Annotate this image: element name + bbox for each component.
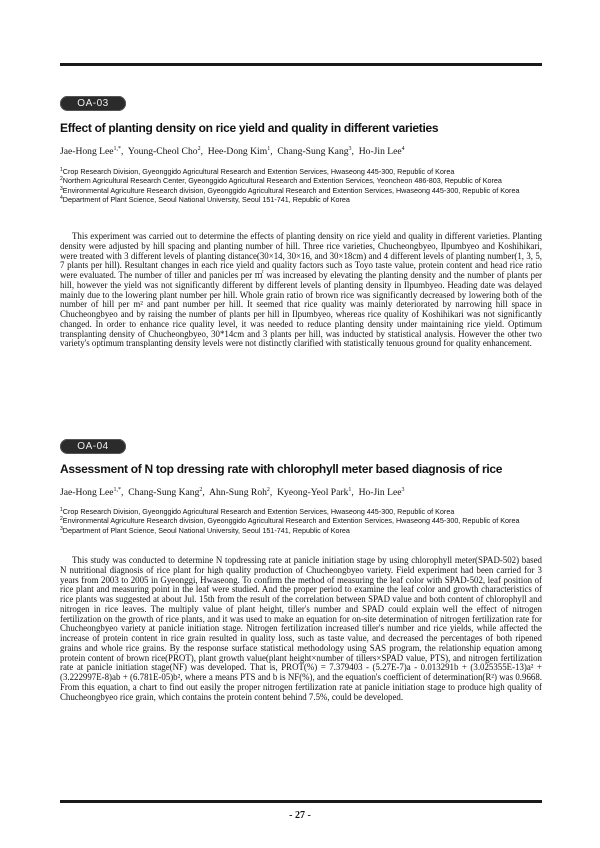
- author-name: Ho-Jin Lee: [358, 146, 402, 157]
- author-list: Jae-Hong Lee$^{1,*}$, Young-Cheol Cho$^2$, Hee-Dong Kim$^1$, Chang-Sung Kang$^3$, Ho-Jin Lee$^4$: [60, 146, 405, 157]
- author-name: Jae-Hong Lee: [60, 146, 114, 157]
- top-rule: [60, 63, 542, 66]
- author-list: Jae-Hong Lee$^{1,*}$, Chang-Sung Kang$^2$, Ahn-Sung Roh$^2$, Kyeong-Yeol Park$^1$, Ho-Jin Lee$^3$: [60, 487, 405, 498]
- affiliation: $^2$Northern Agricultural Research Center, Gyeonggido Agricultural Research and Extention Services, Yeoncheon 486-803, Republic of Korea: [60, 176, 502, 186]
- author-name: Ahn-Sung Roh: [209, 487, 267, 498]
- author-affil-sup: 2: [197, 146, 201, 152]
- author-name: Hee-Dong Kim: [207, 146, 268, 157]
- author-affil-sup: 1: [267, 146, 271, 152]
- affiliation: $^3$Department of Plant Science, Seoul National University, Seoul 151-741, Republic of Korea: [60, 525, 350, 535]
- affiliation-list: [60, 507, 542, 535]
- paper-code-badge: OA-03: [60, 96, 126, 111]
- author-name: Jae-Hong Lee: [60, 487, 114, 498]
- bottom-rule: [60, 800, 542, 803]
- page-number: - 27 -: [289, 810, 311, 821]
- author-name: Chang-Sung Kang: [128, 487, 200, 498]
- author-affil-sup: 3: [401, 487, 405, 493]
- author-affil-sup: 1: [348, 487, 352, 493]
- affiliation-list: [60, 167, 542, 204]
- paper-code-badge: OA-04: [60, 439, 126, 454]
- paper-title: Assessment of N top dressing rate with chlorophyll meter based diagnosis of rice: [60, 462, 503, 476]
- paper-title: Effect of planting density on rice yield and quality in different varieties: [60, 121, 439, 135]
- author-name: Kyeong-Yeol Park: [277, 487, 349, 498]
- author-affil-sup: 1,*: [113, 146, 122, 152]
- abstract: This experiment was carried out to determine the effects of planting density on rice yield and quality in different varieties. Planting density were adjusted by hill spacing and planting number of hill. Three rice varieties, Chucheongbyeo, Ilpumbyeo and Koshihikari, were treated with 3 different levels of planting distance(30×14, 30×16, and 30×18cm) and 4 different levels of planting number(1, 3, 5, 7 plants per hill). Resultant changes in each rice yield and quality factors such as Toyo taste value, protein content and head rice ratio were evaluated. The number of tiller and panicles per ㎡ was increased by elevating the planting density and the number of plants per hill, however the yield was not significantly different by different levels of planting density in Ilpumbyeo. Heading date was delayed mainly due to the lowering plant number per hill. Whole grain ratio of brown rice was significantly decreased by lowering both of the number of hill per m² and pant number per hill. It seemed that rice quality was mainly deteriorated by narrowing hill space in Chucheongbyeo and by raising the number of plants per hill in Ilpumbyeo, whereas rice quality of Koshihikari was not significantly changed. In order to enhance rice quality level, it was needed to reduce planting density under maintaining rice yield. Optimum transplanting density of Chucheongbyeo, 30*14cm and 3 plants per hill, was inducted by statistical analysis. However the other two variety's optimum transplanting density levels were not distinctly clarified with statistically tenuous ground for quality enhancement.: [60, 231, 542, 349]
- author-affil-sup: 1,*: [113, 487, 122, 493]
- abstract: This study was conducted to determine N topdressing rate at panicle initiation stage by using chlorophyll meter(SPAD-502) based N nutritional diagnosis of rice plant for high quality production of Chucheongbyeo variety. Field experiment had been carried for 3 years from 2003 to 2005 in Gyeonggi, Hwaseong. To confirm the method of measuring the leaf color with SPAD-502, leaf position of rice plant and measuring point in the leaf were studied. And the proper period to examine the leaf color and growth characteristics of rice plants was suggested at about Jul. 15th from the result of the correlation between SPAD value and both content of chlorophyll and nitrogen in rice leaves. The multiply value of plant height, tiller's number and SPAD could explain well the effect of nitrogen fertilization on the growth of rice plants, and it was used to make an equation for on-site determination of nitrogen fertilization rate for Chucheongbyeo variety at panicle initiation stage. Nitrogen fertilization increased tiller's number and rice yields, while affected the increase of protein content in rice grain resulted in quality loss, such as taste value, and decreased the percentages of both ripened grains and whole rice grains. By the response surface statistical methodology using SAS program, the relationship equation among protein content of brown rice(PROT), plant growth value(plant height×number of tillers×SPAD value, PTS), and nitrogen fertilization rate at panicle initiation stage(NF) was developed. That is, PROT(%) = 7.379403 - (5.27E-7)a - 0.013291b + (3.025355E-13)a² + (3.222997E-8)ab + (6.781E-05)b², where a means PTS and b is NF(%), and the equation's coefficient of determination(R²) was 0.9668. From this equation, a chart to find out easily the proper nitrogen fertilization rate at panicle initiation stage to produce high quality of Chucheongbyeo rice grain, which contains the protein content behind 7.5%, could be developed.: [60, 555, 542, 702]
- author-affil-sup: 3: [348, 146, 352, 152]
- affiliation: $^3$Environmental Agriculture Research division, Gyeonggido Agricultural Research and Extention Services, Hwaseong 445-300, Republic of Korea: [60, 185, 520, 195]
- author-name: Ho-Jin Lee: [358, 487, 402, 498]
- affiliation: $^1$Crop Research Division, Gyeonggido Agricultural Research and Extention Services, Hwaseong 445-300, Republic of Korea: [60, 167, 455, 176]
- affiliation: $^4$Department of Plant Science, Seoul National University, Seoul 151-741, Republic of Korea: [60, 194, 350, 204]
- author-affil-sup: 2: [199, 487, 203, 493]
- author-name: Young-Cheol Cho: [127, 146, 198, 157]
- author-affil-sup: 2: [266, 487, 270, 493]
- affiliation: $^2$Environmental Agriculture Research division, Gyeonggido Agricultural Research and Extention Services, Hwaseong 445-300, Republic of Korea: [60, 516, 520, 526]
- author-name: Chang-Sung Kang: [277, 146, 349, 157]
- author-affil-sup: 4: [401, 146, 405, 152]
- affiliation: $^1$Crop Research Division, Gyeonggido Agricultural Research and Extention Services, Hwaseong 445-300, Republic of Korea: [60, 507, 455, 516]
